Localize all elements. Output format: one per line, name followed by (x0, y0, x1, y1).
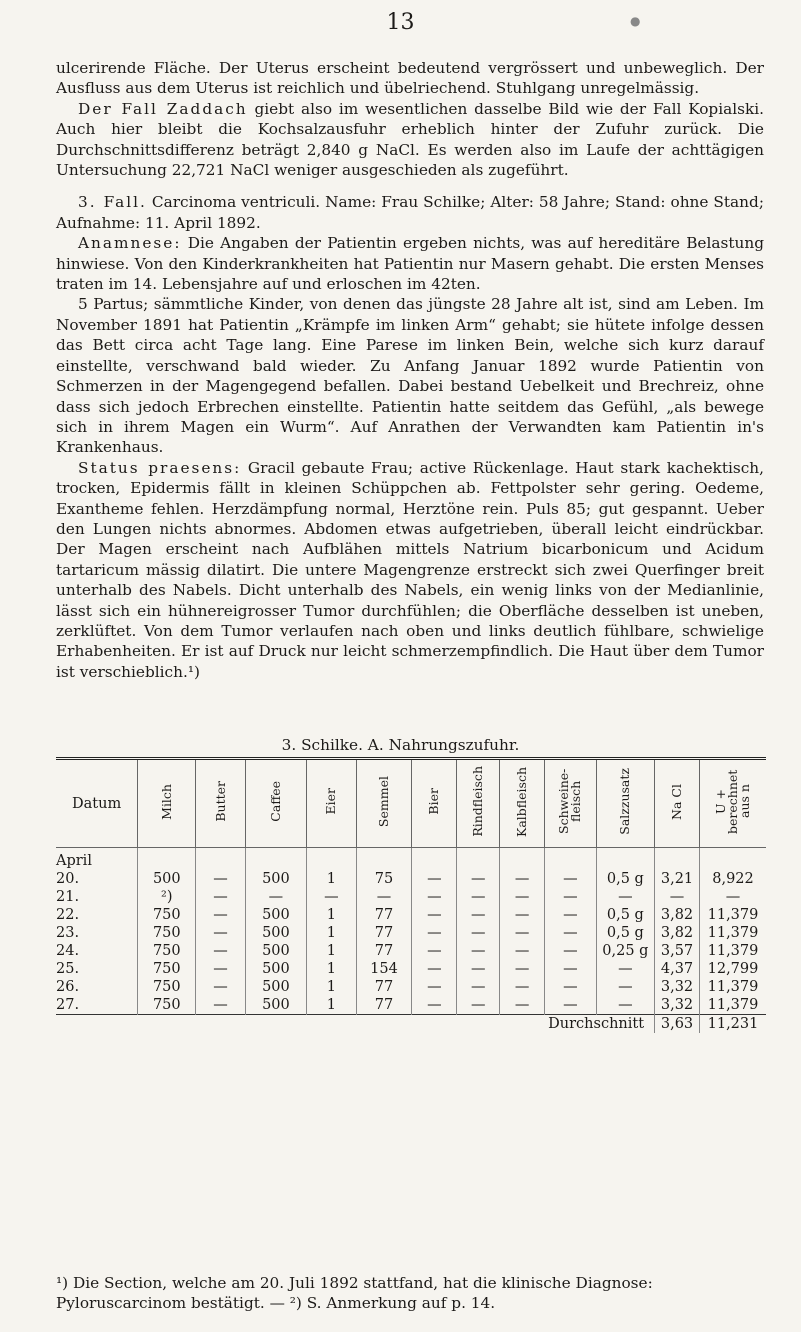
header-label: Na Cl (669, 783, 685, 820)
table-cell: — (457, 924, 500, 942)
table-cell: 750 (138, 924, 196, 942)
table-cell: 77 (356, 906, 412, 924)
header-label: Caffee (267, 781, 283, 822)
table-cell: — (596, 996, 654, 1015)
table-cell: 3,32 (655, 978, 700, 996)
table-header-row (56, 759, 766, 848)
table-row (56, 960, 766, 978)
table-cell: 11,379 (707, 925, 759, 941)
table-cell: 3,21 (655, 870, 700, 888)
paragraph-lead: Anamnese: (78, 234, 182, 253)
table-cell: — (545, 906, 597, 924)
header-cell (196, 759, 245, 848)
header-cell (596, 759, 654, 848)
date-cell: 23. (56, 924, 138, 942)
table-row (56, 942, 766, 960)
header-cell (500, 759, 545, 848)
table-row (56, 848, 766, 871)
table-cell: 1 (307, 978, 356, 996)
footnote: ¹) Die Section, welche am 20. Juli 1892 stattfand, hat die klinische Diagnose: Pyloruscarcinom bestätigt. — ²) S. Anmerkung auf p. 14. (56, 1274, 653, 1312)
table-cell: — (500, 960, 545, 978)
header-label: Eier (323, 788, 339, 815)
table-cell: 750 (138, 906, 196, 924)
table-cell: — (596, 888, 654, 906)
table-cell: — (545, 996, 597, 1015)
paragraph-text: Carcinoma ventriculi. Name: Frau Schilke; Alter: 58 Jahre; Stand: ohne Stand; Aufnahme: 11. April 1892. (56, 193, 764, 232)
header-cell (245, 759, 306, 848)
table-cell: — (545, 942, 597, 960)
date-cell: 20. (56, 870, 138, 888)
table-cell: — (412, 870, 457, 888)
header-label: Salzzusatz (617, 768, 633, 835)
table-cell: — (196, 996, 245, 1015)
header-label: Milch (158, 783, 174, 820)
table-caption: 3. Schilke. A. Nahrungszufuhr. (281, 736, 520, 754)
table-cell: 75 (356, 870, 412, 888)
table-cell: — (457, 960, 500, 978)
header-cell (356, 759, 412, 848)
table-cell: — (356, 888, 412, 906)
table-cell: 12,799 (707, 961, 759, 977)
table-row (56, 924, 766, 942)
header-cell (700, 759, 766, 848)
table-cell: 500 (245, 906, 306, 924)
paragraph-text: giebt also im wesentlichen dasselbe Bild wie der Fall Kopialski. Auch hier bleibt die Kochsalzausfuhr erheblich hinter der Zufuhr zurück. Die Durchschnittsdifferenz beträgt 2,840 g NaCl. Es werden also im Laufe der achttägigen Untersuchung 22,721 NaCl weniger ausgeschieden als zugeführt. (56, 99, 764, 180)
table-cell: 500 (138, 870, 196, 888)
header-cell (307, 759, 356, 848)
table-cell: 11,379 (707, 907, 759, 923)
header-label: Schweine-fleisch (556, 768, 584, 835)
paragraph (56, 58, 764, 99)
table-cell: — (196, 978, 245, 996)
paragraph-text: Die Angaben der Patientin ergeben nichts, was auf hereditäre Belastung hinwiese. Von den Kinderkrankheiten hat Patientin nur Masern gehabt. Die ersten Menses traten im 14. Lebensjahre auf und erloschen im 42ten. (56, 234, 764, 294)
date-cell: 21. (56, 888, 138, 906)
header-cell (56, 759, 138, 848)
table-cell: — (196, 870, 245, 888)
header-cell (412, 759, 457, 848)
table-cell: 500 (245, 870, 306, 888)
table-cell: 750 (138, 996, 196, 1015)
table-row (56, 978, 766, 996)
average-nacl: 3,63 (655, 1015, 700, 1034)
table-cell: — (545, 888, 597, 906)
table-cell: — (412, 924, 457, 942)
table-cell: 77 (356, 924, 412, 942)
table-cell: 0,5 g (596, 924, 654, 942)
table-cell: — (412, 978, 457, 996)
table-cell: 750 (138, 978, 196, 996)
table-cell: 3,82 (655, 906, 700, 924)
table-row (56, 888, 766, 906)
paragraph (56, 233, 764, 294)
table-cell: — (545, 924, 597, 942)
table-cell: 500 (245, 978, 306, 996)
paragraph-lead: Der Fall Zaddach (78, 99, 248, 118)
paragraph (56, 192, 764, 233)
ink-dot: ● (630, 14, 641, 28)
table-cell: — (457, 996, 500, 1015)
table-cell: — (307, 888, 356, 906)
date-cell: 24. (56, 942, 138, 960)
paragraph-lead: Status praesens: (78, 458, 242, 477)
table-cell: 77 (356, 996, 412, 1015)
header-cell (457, 759, 500, 848)
table-cell: — (545, 870, 597, 888)
table-cell: — (196, 960, 245, 978)
table-cell: — (500, 978, 545, 996)
table-row (56, 996, 766, 1015)
table-cell: 11,379 (707, 979, 759, 995)
table-cell: — (545, 978, 597, 996)
header-label: U + berechnet aus n (713, 769, 752, 834)
table-cell: — (500, 924, 545, 942)
table-cell: 3,82 (655, 924, 700, 942)
table-cell: — (412, 888, 457, 906)
table-cell: — (725, 889, 741, 905)
table-cell: 77 (356, 942, 412, 960)
date-cell: 26. (56, 978, 138, 996)
table-cell: — (457, 942, 500, 960)
paragraph-text: 5 Partus; sämmtliche Kinder, von denen das jüngste 28 Jahre alt ist, sind am Leben. Im November 1891 hat Patientin „Krämpfe im linken Arm“ gehabt; sie hütete infolge dessen das Bett circa acht Tage lang. Eine Parese im linken Bein, welche sich kurz darauf einstellte, verschwand bald wieder. Zu Anfang Januar 1892 wurde Patientin von Schmerzen in der Magengegend befallen. Dabei bestand Uebelkeit und Brechreiz, ohne dass sich jedoch Erbrechen einstellte. Patientin hatte seitdem das Gefühl, „als bewege sich in ihrem Magen ein Wurm“. Auf Anrathen der Verwandten kam Patientin in's Krankenhaus. (56, 295, 764, 457)
table-cell: 11,379 (707, 997, 759, 1013)
table-cell: — (500, 888, 545, 906)
table-cell: 1 (307, 996, 356, 1015)
table-cell: 8,922 (712, 871, 754, 887)
table-cell: — (500, 870, 545, 888)
table-cell: — (196, 924, 245, 942)
table-cell: ²) (138, 888, 196, 906)
header-label: Bier (426, 788, 442, 815)
table-cell: — (196, 942, 245, 960)
paragraph (56, 458, 764, 682)
table-cell: 1 (307, 924, 356, 942)
table-cell: 154 (356, 960, 412, 978)
month-label: April (56, 848, 138, 871)
table-cell: 750 (138, 942, 196, 960)
table-cell: — (457, 870, 500, 888)
table-cell: — (196, 906, 245, 924)
average-row (56, 1015, 766, 1034)
table-cell: — (500, 996, 545, 1015)
page-number: 13 (386, 10, 415, 35)
table-cell: 1 (307, 942, 356, 960)
body-text (56, 58, 764, 682)
table-cell: — (412, 942, 457, 960)
header-label: Datum (72, 795, 122, 812)
table-cell: 1 (307, 870, 356, 888)
table-cell: — (500, 942, 545, 960)
table-cell: 1 (307, 960, 356, 978)
header-label: Butter (212, 781, 228, 822)
date-cell: 27. (56, 996, 138, 1015)
header-label: Rindfleisch (470, 766, 486, 837)
table-cell: 500 (245, 942, 306, 960)
paragraph (56, 294, 764, 457)
table-row (56, 870, 766, 888)
table-cell: 77 (356, 978, 412, 996)
average-label: Durchschnitt (138, 1015, 655, 1034)
table-cell: — (655, 888, 700, 906)
table-cell: 500 (245, 960, 306, 978)
table-cell: — (245, 888, 306, 906)
table-cell: 500 (245, 996, 306, 1015)
table-cell: — (412, 906, 457, 924)
table-cell: — (596, 978, 654, 996)
paragraph (56, 99, 764, 181)
table-cell: — (412, 960, 457, 978)
table-cell: — (457, 978, 500, 996)
table-row (56, 906, 766, 924)
table-cell: — (196, 888, 245, 906)
header-cell (138, 759, 196, 848)
header-cell (545, 759, 597, 848)
header-label: Semmel (375, 775, 391, 828)
table-cell: 500 (245, 924, 306, 942)
table-cell: 0,5 g (596, 906, 654, 924)
table-cell: — (412, 996, 457, 1015)
table-cell: — (457, 888, 500, 906)
paragraph-text: Gracil gebaute Frau; active Rückenlage. Haut stark kachektisch, trocken, Epidermis fällt in kleinen Schüppchen ab. Fettpolster sehr gering. Oedeme, Exantheme fehlen. Herzdämpfung normal, Herztöne rein. Puls 85; gut gespannt. Ueber den Lungen nichts abnormes. Abdomen etwas aufgetrieben, überall leicht eindrückbar. Der Magen erscheint nach Aufblähen mittels Natrium bicarbonicum und Acidum tartaricum mässig dilatirt. Die untere Magengrenze erstreckt sich zwei Querfinger breit unterhalb des Nabels. Dicht unterhalb des Nabels, ein wenig links von der Medianlinie, lässt sich ein hühnereigrosser Tumor durchfühlen; die Oberfläche desselben ist uneben, zerklüftet. Von dem Tumor verlaufen nach oben und links deutlich fühlbare, schwielige Erhabenheiten. Er ist auf Druck nur leicht schmerzempfindlich. Die Haut über dem Tumor ist verschieblich.¹) (56, 458, 764, 681)
nutrition-table (56, 757, 766, 1033)
header-label: Kalbfleisch (514, 766, 530, 837)
table-cell: — (457, 906, 500, 924)
table-cell: 1 (307, 906, 356, 924)
table-cell: 3,57 (655, 942, 700, 960)
table-cell: — (545, 960, 597, 978)
table-cell: — (500, 906, 545, 924)
table-cell: — (596, 960, 654, 978)
paragraph-text: ulcerirende Fläche. Der Uterus erscheint bedeutend vergrössert und unbeweglich. Der Ausfluss aus dem Uterus ist reichlich und übelriechend. Stuhlgang unregelmässig. (56, 59, 764, 98)
date-cell: 22. (56, 906, 138, 924)
header-cell (655, 759, 700, 848)
average-u: 11,231 (700, 1015, 766, 1034)
table-cell: 0,5 g (596, 870, 654, 888)
footnotes (56, 1273, 764, 1313)
table-cell: 3,32 (655, 996, 700, 1015)
date-cell: 25. (56, 960, 138, 978)
table-cell: 11,379 (707, 943, 759, 959)
paragraph-lead: 3. Fall. (78, 193, 147, 212)
table-cell: 0,25 g (596, 942, 654, 960)
table-cell: 750 (138, 960, 196, 978)
table-cell: 4,37 (655, 960, 700, 978)
